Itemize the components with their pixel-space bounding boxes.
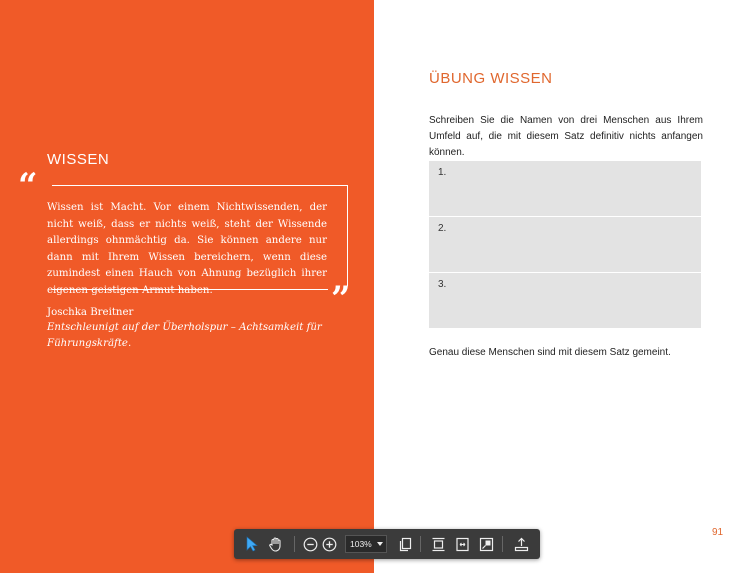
viewer-toolbar xyxy=(234,529,540,559)
fit-height-icon xyxy=(431,537,446,552)
left-page xyxy=(0,0,374,573)
quote-section-title: WISSEN xyxy=(47,151,110,168)
toolbar-separator xyxy=(502,536,503,552)
select-tool-button[interactable] xyxy=(243,535,261,553)
share-button[interactable] xyxy=(512,535,530,553)
closing-quote-mark: ” xyxy=(331,279,351,319)
quote-frame-right-line xyxy=(347,185,348,286)
zoom-out-button[interactable] xyxy=(301,535,319,553)
right-page xyxy=(374,0,750,573)
upload-icon xyxy=(514,537,529,552)
toolbar-separator xyxy=(294,536,295,552)
answer-box-2[interactable] xyxy=(429,217,701,273)
answer-box-label: 3. xyxy=(438,279,447,290)
page-number: 91 xyxy=(712,527,724,538)
zoom-in-button[interactable] xyxy=(320,535,338,553)
minus-circle-icon xyxy=(303,537,318,552)
fit-page-button[interactable] xyxy=(429,535,447,553)
zoom-level-dropdown[interactable] xyxy=(345,535,387,553)
full-screen-icon xyxy=(479,537,494,552)
quote-frame-top-line xyxy=(52,185,348,186)
cursor-arrow-icon xyxy=(245,536,259,552)
zoom-level-value: 103% xyxy=(350,539,372,549)
quote-author: Joschka Breitner xyxy=(47,307,134,318)
fit-width-icon xyxy=(455,537,470,552)
answer-box-3[interactable] xyxy=(429,273,701,329)
full-screen-button[interactable] xyxy=(477,535,495,553)
answer-box-label: 2. xyxy=(438,223,447,234)
copy-pages-icon xyxy=(398,537,413,552)
answer-box-label: 1. xyxy=(438,167,447,178)
fit-width-button[interactable] xyxy=(453,535,471,553)
opening-quote-mark: “ xyxy=(18,166,38,206)
hand-tool-button[interactable] xyxy=(267,535,285,553)
exercise-title: ÜBUNG WISSEN xyxy=(429,70,553,87)
page-view-button[interactable] xyxy=(396,535,414,553)
quote-text: Wissen ist Macht. Vor einem Nichtwissenden, der nicht weiß, dass er nichts weiß, steht der Wissende allerdings ohnmächtig da. Sie können andere nur dann mit Ihrem Wissen bereichern, wenn diese zumindest einen Hauch von Ahnung bezüglich ihrer eigenen geistigen Armut haben. xyxy=(47,202,327,296)
exercise-instruction: Schreiben Sie die Namen von drei Menschen aus Ihrem Umfeld auf, die mit diesem Satz definitiv nichts anfangen können. xyxy=(429,115,703,158)
answer-box-1[interactable] xyxy=(429,161,701,217)
chevron-down-icon xyxy=(377,542,383,546)
plus-circle-icon xyxy=(322,537,337,552)
exercise-conclusion: Genau diese Menschen sind mit diesem Satz gemeint. xyxy=(429,347,671,358)
toolbar-separator xyxy=(420,536,421,552)
quote-source: Entschleunigt auf der Überholspur – Achtsamkeit für Führungskräfte. xyxy=(47,322,322,349)
hand-icon xyxy=(268,536,284,552)
